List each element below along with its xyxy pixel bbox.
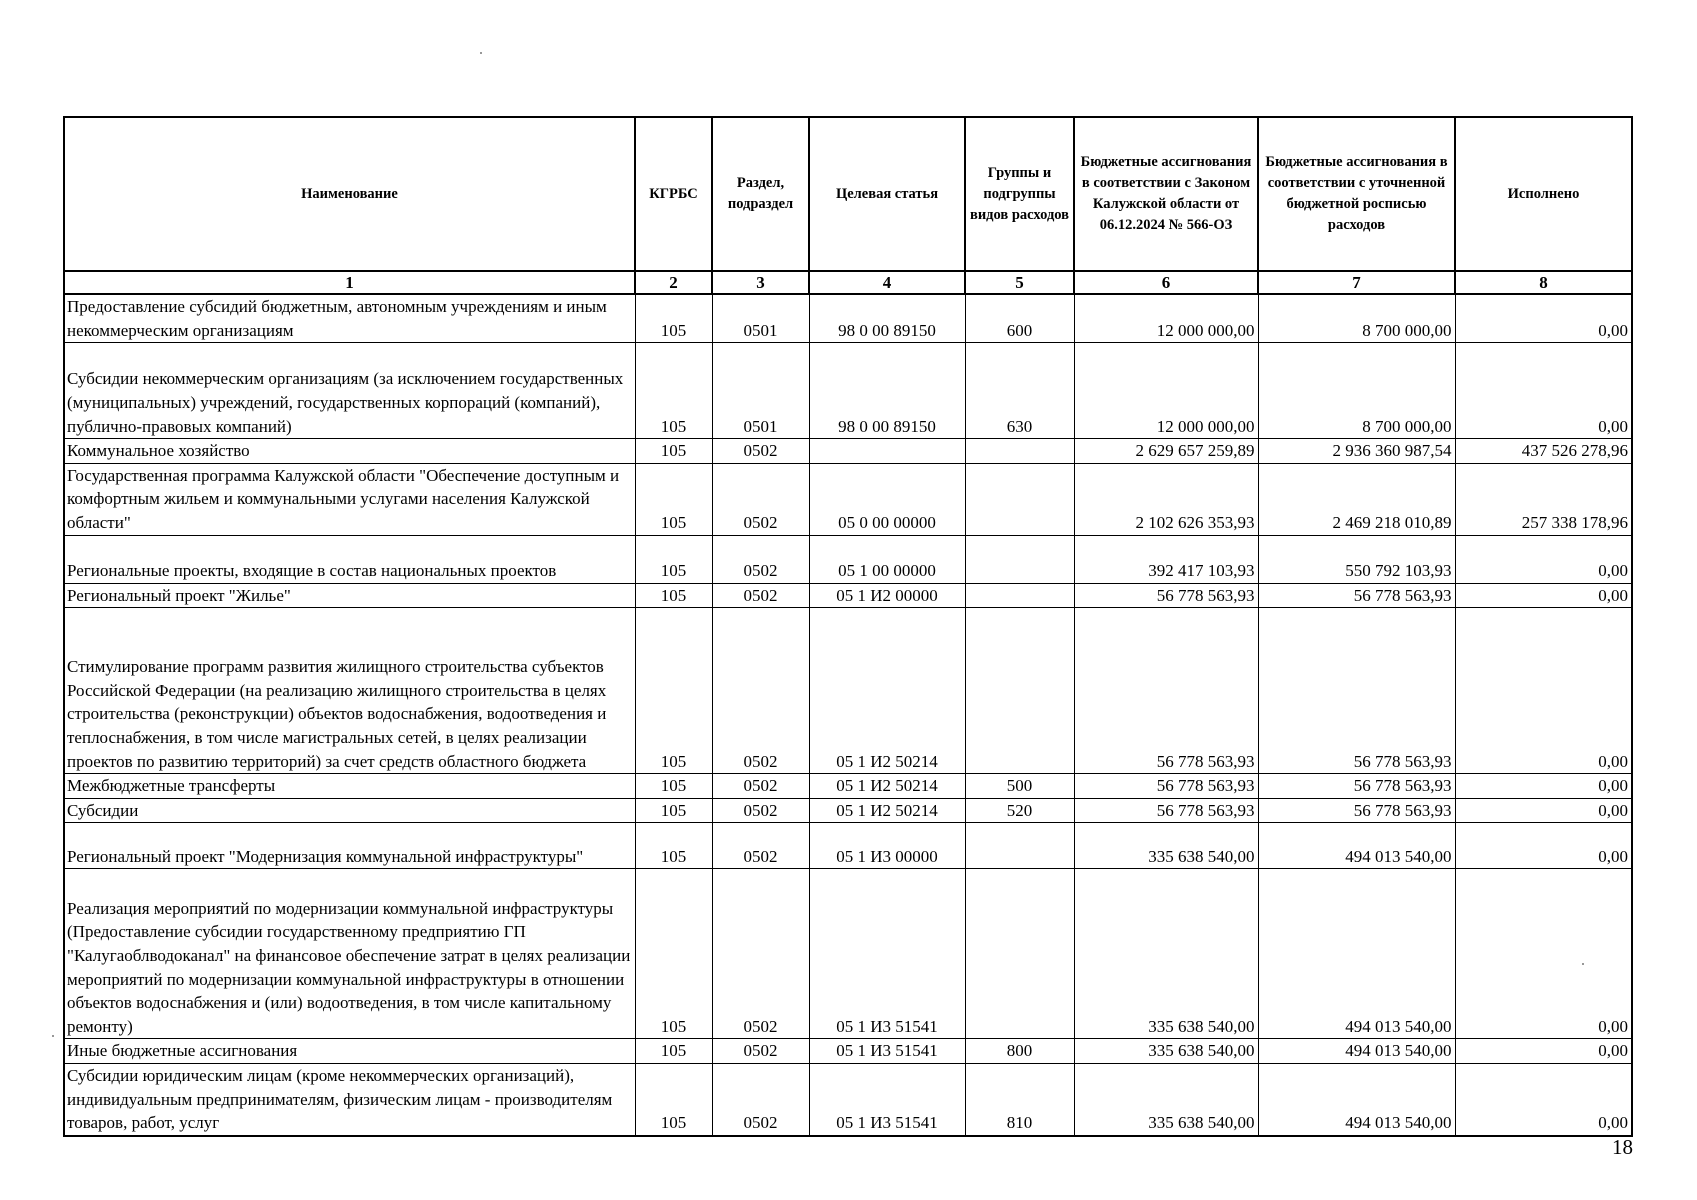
table-row: [64, 798, 1632, 823]
header-row: [64, 117, 1632, 271]
table-row: [64, 608, 1632, 774]
table-row: [64, 294, 1632, 343]
cell-name: Региональные проекты, входящие в состав национальных проектов: [64, 535, 635, 583]
cell-executed: 0,00: [1455, 869, 1632, 1039]
table-row: [64, 1039, 1632, 1064]
cell-expense-group: 800: [965, 1039, 1074, 1064]
cell-revised-allocation: 550 792 103,93: [1258, 535, 1455, 583]
cell-executed: 0,00: [1455, 535, 1632, 583]
cell-law-allocation: 12 000 000,00: [1074, 343, 1258, 439]
cell-kgrbs: 105: [635, 535, 712, 583]
cell-revised-allocation: 494 013 540,00: [1258, 1039, 1455, 1064]
cell-name: Субсидии юридическим лицам (кроме некоммерческих организаций), индивидуальным предпринимателям, физическим лицам - производителям товаров, работ, услуг: [64, 1063, 635, 1135]
cell-executed: 0,00: [1455, 294, 1632, 343]
cell-law-allocation: 56 778 563,93: [1074, 583, 1258, 608]
cell-revised-allocation: 56 778 563,93: [1258, 774, 1455, 799]
cell-section: 0502: [712, 774, 809, 799]
cell-expense-group: [965, 463, 1074, 535]
cell-revised-allocation: 8 700 000,00: [1258, 343, 1455, 439]
table-row: [64, 869, 1632, 1039]
cell-executed: 0,00: [1455, 343, 1632, 439]
scan-speck: [52, 1035, 54, 1037]
cell-target-article: 05 1 И3 00000: [809, 823, 965, 869]
cell-target-article: 98 0 00 89150: [809, 343, 965, 439]
cell-executed: 0,00: [1455, 1039, 1632, 1064]
cell-kgrbs: 105: [635, 608, 712, 774]
cell-expense-group: 810: [965, 1063, 1074, 1135]
cell-expense-group: [965, 608, 1074, 774]
cell-target-article: 05 1 И2 50214: [809, 608, 965, 774]
header-kgrbs: КГРБС: [635, 117, 712, 271]
cell-executed: 0,00: [1455, 823, 1632, 869]
cell-name: Коммунальное хозяйство: [64, 439, 635, 464]
cell-name: Предоставление субсидий бюджетным, автономным учреждениям и иным некоммерческим организациям: [64, 294, 635, 343]
cell-law-allocation: 2 629 657 259,89: [1074, 439, 1258, 464]
cell-law-allocation: 56 778 563,93: [1074, 608, 1258, 774]
column-number: 7: [1258, 271, 1455, 294]
cell-kgrbs: 105: [635, 294, 712, 343]
table-row: [64, 1063, 1632, 1135]
cell-target-article: 05 1 И2 00000: [809, 583, 965, 608]
cell-section: 0502: [712, 798, 809, 823]
cell-expense-group: [965, 823, 1074, 869]
cell-name: Региональный проект "Модернизация коммунальной инфраструктуры": [64, 823, 635, 869]
cell-target-article: 05 0 00 00000: [809, 463, 965, 535]
cell-executed: 0,00: [1455, 583, 1632, 608]
cell-kgrbs: 105: [635, 1063, 712, 1135]
cell-revised-allocation: 8 700 000,00: [1258, 294, 1455, 343]
cell-section: 0502: [712, 869, 809, 1039]
table-row: [64, 535, 1632, 583]
cell-target-article: 05 1 И2 50214: [809, 798, 965, 823]
cell-name: Стимулирование программ развития жилищного строительства субъектов Российской Федерации (на реализацию жилищного строительства в целях строительства (реконструкции) объектов водоснабжения, водоотведения и теплоснабжения, в том числе магистральных сетей, в целях реализации проектов по развитию территорий) за счет средств областного бюджета: [64, 608, 635, 774]
cell-target-article: 05 1 И3 51541: [809, 1039, 965, 1064]
cell-section: 0502: [712, 583, 809, 608]
budget-table: [63, 116, 1633, 1137]
cell-executed: 0,00: [1455, 774, 1632, 799]
table-row: [64, 823, 1632, 869]
cell-target-article: 05 1 00 00000: [809, 535, 965, 583]
cell-kgrbs: 105: [635, 869, 712, 1039]
header-section: Раздел, подраздел: [712, 117, 809, 271]
column-number: 8: [1455, 271, 1632, 294]
table-row: [64, 774, 1632, 799]
cell-expense-group: [965, 583, 1074, 608]
header-target-article: Целевая статья: [809, 117, 965, 271]
cell-law-allocation: 56 778 563,93: [1074, 798, 1258, 823]
header-executed: Исполнено: [1455, 117, 1632, 271]
cell-expense-group: [965, 439, 1074, 464]
cell-section: 0501: [712, 294, 809, 343]
cell-revised-allocation: 494 013 540,00: [1258, 1063, 1455, 1135]
cell-law-allocation: 56 778 563,93: [1074, 774, 1258, 799]
cell-expense-group: 500: [965, 774, 1074, 799]
cell-revised-allocation: 494 013 540,00: [1258, 869, 1455, 1039]
header-name: Наименование: [64, 117, 635, 271]
cell-section: 0502: [712, 823, 809, 869]
table-row: [64, 343, 1632, 439]
cell-section: 0502: [712, 439, 809, 464]
cell-law-allocation: 335 638 540,00: [1074, 1063, 1258, 1135]
cell-name: Межбюджетные трансферты: [64, 774, 635, 799]
cell-target-article: 05 1 И3 51541: [809, 869, 965, 1039]
cell-law-allocation: 335 638 540,00: [1074, 869, 1258, 1039]
header-revised-allocations: Бюджетные ассигнования в соответствии с уточненной бюджетной росписью расходов: [1258, 117, 1455, 271]
cell-expense-group: 520: [965, 798, 1074, 823]
cell-expense-group: 600: [965, 294, 1074, 343]
cell-target-article: [809, 439, 965, 464]
header-law-allocations: Бюджетные ассигнования в соответствии с Законом Калужской области от 06.12.2024 № 566-ОЗ: [1074, 117, 1258, 271]
column-number: 4: [809, 271, 965, 294]
cell-kgrbs: 105: [635, 798, 712, 823]
cell-name: Региональный проект "Жилье": [64, 583, 635, 608]
cell-name: Субсидии некоммерческим организациям (за исключением государственных (муниципальных) учреждений, государственных корпораций (компаний), публично-правовых компаний): [64, 343, 635, 439]
table-row: [64, 463, 1632, 535]
cell-name: Реализация мероприятий по модернизации коммунальной инфраструктуры (Предоставление субсидии государственному предприятию ГП "Калугаоблводоканал" на финансовое обеспечение затрат в целях реализации мероприятий по модернизации коммунальной инфраструктуры в отношении объектов водоснабжения и (или) водоотведения, в том числе капитальному ремонту): [64, 869, 635, 1039]
cell-executed: 257 338 178,96: [1455, 463, 1632, 535]
scan-speck: [480, 52, 482, 54]
cell-target-article: 98 0 00 89150: [809, 294, 965, 343]
cell-law-allocation: 2 102 626 353,93: [1074, 463, 1258, 535]
column-number: 1: [64, 271, 635, 294]
column-number: 2: [635, 271, 712, 294]
cell-section: 0502: [712, 608, 809, 774]
table-row: [64, 439, 1632, 464]
cell-kgrbs: 105: [635, 823, 712, 869]
cell-target-article: 05 1 И3 51541: [809, 1063, 965, 1135]
cell-revised-allocation: 56 778 563,93: [1258, 608, 1455, 774]
cell-name: Государственная программа Калужской области "Обеспечение доступным и комфортным жильем и коммунальными услугами населения Калужской области": [64, 463, 635, 535]
cell-kgrbs: 105: [635, 1039, 712, 1064]
page-number: 18: [1612, 1135, 1633, 1159]
column-number: 3: [712, 271, 809, 294]
cell-kgrbs: 105: [635, 439, 712, 464]
cell-revised-allocation: 494 013 540,00: [1258, 823, 1455, 869]
cell-revised-allocation: 2 469 218 010,89: [1258, 463, 1455, 535]
cell-section: 0502: [712, 1039, 809, 1064]
cell-kgrbs: 105: [635, 583, 712, 608]
cell-name: Субсидии: [64, 798, 635, 823]
cell-expense-group: [965, 869, 1074, 1039]
cell-law-allocation: 335 638 540,00: [1074, 823, 1258, 869]
column-number-row: [64, 271, 1632, 294]
cell-expense-group: 630: [965, 343, 1074, 439]
cell-executed: 0,00: [1455, 1063, 1632, 1135]
cell-law-allocation: 392 417 103,93: [1074, 535, 1258, 583]
cell-name: Иные бюджетные ассигнования: [64, 1039, 635, 1064]
column-number: 6: [1074, 271, 1258, 294]
cell-executed: 0,00: [1455, 798, 1632, 823]
cell-section: 0502: [712, 463, 809, 535]
cell-law-allocation: 335 638 540,00: [1074, 1039, 1258, 1064]
cell-law-allocation: 12 000 000,00: [1074, 294, 1258, 343]
cell-kgrbs: 105: [635, 463, 712, 535]
cell-revised-allocation: 56 778 563,93: [1258, 798, 1455, 823]
header-expense-groups: Группы и подгруппы видов расходов: [965, 117, 1074, 271]
cell-executed: 0,00: [1455, 608, 1632, 774]
scan-speck: [1582, 963, 1584, 965]
cell-section: 0502: [712, 535, 809, 583]
table-row: [64, 583, 1632, 608]
cell-kgrbs: 105: [635, 343, 712, 439]
cell-section: 0501: [712, 343, 809, 439]
cell-target-article: 05 1 И2 50214: [809, 774, 965, 799]
cell-revised-allocation: 56 778 563,93: [1258, 583, 1455, 608]
cell-executed: 437 526 278,96: [1455, 439, 1632, 464]
cell-section: 0502: [712, 1063, 809, 1135]
cell-expense-group: [965, 535, 1074, 583]
cell-kgrbs: 105: [635, 774, 712, 799]
column-number: 5: [965, 271, 1074, 294]
cell-revised-allocation: 2 936 360 987,54: [1258, 439, 1455, 464]
